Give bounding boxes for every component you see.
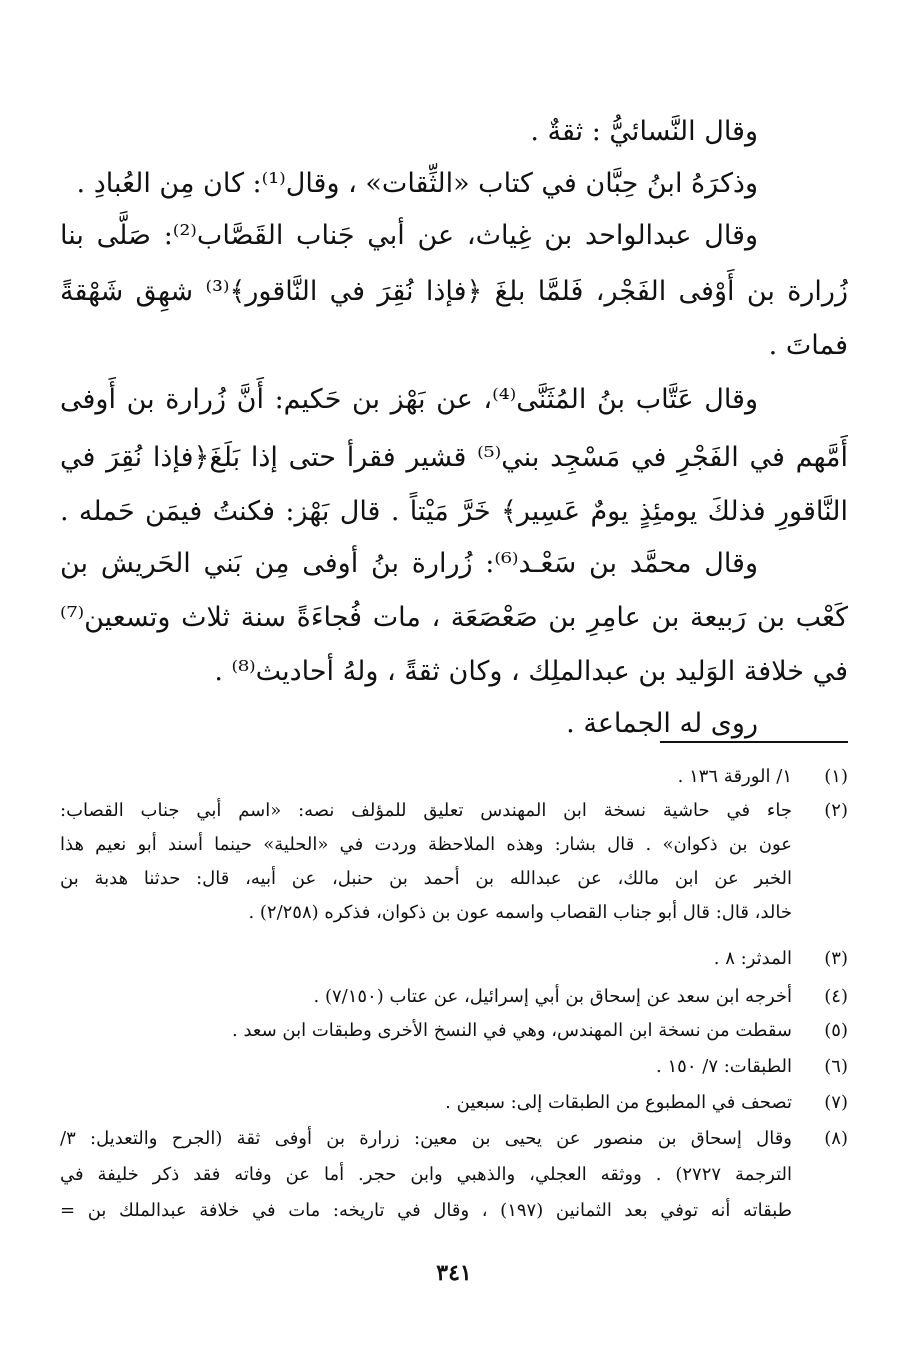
main-text-line: وقال عَتَّاب بنُ المُثَنَّى⁽⁴⁾، عن بَهْز بن حَكيم: أَنَّ زُرارة بن أَوفى [60, 384, 758, 415]
footnote-6 [60, 1050, 848, 1084]
footnote-4 [60, 980, 848, 1014]
footnote-text-line: الخبر عن ابن مالك، عن عبدالله بن أحمد بن حنبل، عن أبيه، قال: حدثنا هدبة بن [60, 868, 792, 889]
footnote-text-line: طبقاته أنه توفي بعد الثمانين (١٩٧) ، وقال في تاريخه: مات في خلافة عبدالملك بن = [60, 1200, 792, 1221]
footnote-7 [60, 1086, 848, 1120]
main-text-line: وقال النَّسائيُّ : ثقةٌ . [530, 116, 758, 147]
footnote-1 [60, 760, 848, 794]
footnote-8 [60, 1122, 848, 1156]
footnote-number: (٢) [824, 800, 848, 821]
main-text-line: روى له الجماعة . [566, 708, 758, 739]
footnote-5 [60, 1014, 848, 1048]
main-text-line: وقال محمَّد بن سَعْـد⁽⁶⁾: زُرارة بنُ أوفى مِن بَني الحَريش بن [60, 548, 758, 579]
footnote-text: جاء في حاشية نسخة ابن المهندس تعليق للمؤلف نصه: «اسم أبي جناب القصاب: [60, 800, 792, 821]
footnote-text-line: الترجمة ٢٧٢٧) . ووثقه العجلي، والذهبي وابن حجر. أما عن وفاته فقد ذكر خليفة في [60, 1164, 792, 1185]
footnote-text: الطبقات: ٧/ ١٥٠ . [656, 1056, 792, 1077]
footnote-number: (٥) [824, 1020, 848, 1041]
footnote-3 [60, 942, 848, 976]
footnote-number: (١) [824, 766, 848, 787]
main-text-line: كَعْب بن رَبيعة بن عامِرِ بن صَعْصَعَة ، مات فُجاءَةً سنة ثلاث وتسعين⁽⁷⁾ [60, 602, 848, 633]
main-text-line: وذكرَهُ ابنُ حِبَّان في كتاب «الثِّقات» ، وقال⁽¹⁾: كان مِن العُبادِ . [76, 168, 758, 199]
main-text-line: وقال عبدالواحد بن غِياث، عن أبي جَناب القَصَّاب⁽²⁾: صَلَّى بنا [60, 220, 758, 251]
footnote-text: المدثر: ٨ . [713, 948, 792, 969]
footnote-number: (٧) [824, 1092, 848, 1113]
footnote-text-line: عون بن ذكوان» . قال بشار: وهذه الملاحظة وردت في «الحلية» حينما أسند أبو نعيم هذا [60, 834, 792, 855]
footnote-number: (٤) [824, 986, 848, 1007]
main-text-line: النَّاقورِ فذلكَ يومئِذٍ يومٌ عَسِير﴾ خَرَّ مَيْتاً . قال بَهْز: فكنتُ فيمَن حَمله . [60, 496, 848, 527]
footnote-number: (٨) [824, 1128, 848, 1149]
footnote-2 [60, 794, 848, 828]
footnote-number: (٣) [824, 948, 848, 969]
footnote-text-line: خالد، قال: قال أبو جناب القصاب واسمه عون بن ذكوان، فذكره (٢/٢٥٨) . [248, 902, 792, 923]
footnote-separator [660, 741, 848, 743]
page-number: ٣٤١ [436, 1260, 472, 1286]
footnote-text: سقطت من نسخة ابن المهندس، وهي في النسخ الأخرى وطبقات ابن سعد . [232, 1020, 792, 1041]
main-text-line: أَمَّهم في الفَجْرِ في مَسْجِد بني⁽⁵⁾ قشير فقرأ حتى إذا بَلَغَ﴿فإذا نُقِرَ في [60, 442, 848, 473]
main-text-line: في خلافة الوَليد بن عبدالملِك ، وكان ثقةً ، ولهُ أحاديث⁽⁸⁾ . [214, 656, 848, 687]
footnote-text: أخرجه ابن سعد عن إسحاق بن أبي إسرائيل، عن عتاب (٧/١٥٠) . [313, 986, 792, 1007]
footnote-number: (٦) [824, 1056, 848, 1077]
main-text-line: زُرارة بن أَوْفى الفَجْر، فَلمَّا بلغَ ﴿فإذا نُقِرَ في النَّاقور﴾⁽³⁾ شهِق شَهْقةً [60, 276, 848, 307]
main-text-line: فماتَ . [768, 330, 848, 361]
footnote-text: ١/ الورقة ١٣٦ . [677, 766, 792, 787]
footnote-text: تصحف في المطبوع من الطبقات إلى: سبعين . [445, 1092, 792, 1113]
footnote-text: وقال إسحاق بن منصور عن يحيى بن معين: زرارة بن أوفى ثقة (الجرح والتعديل: ٣/ [60, 1128, 792, 1149]
